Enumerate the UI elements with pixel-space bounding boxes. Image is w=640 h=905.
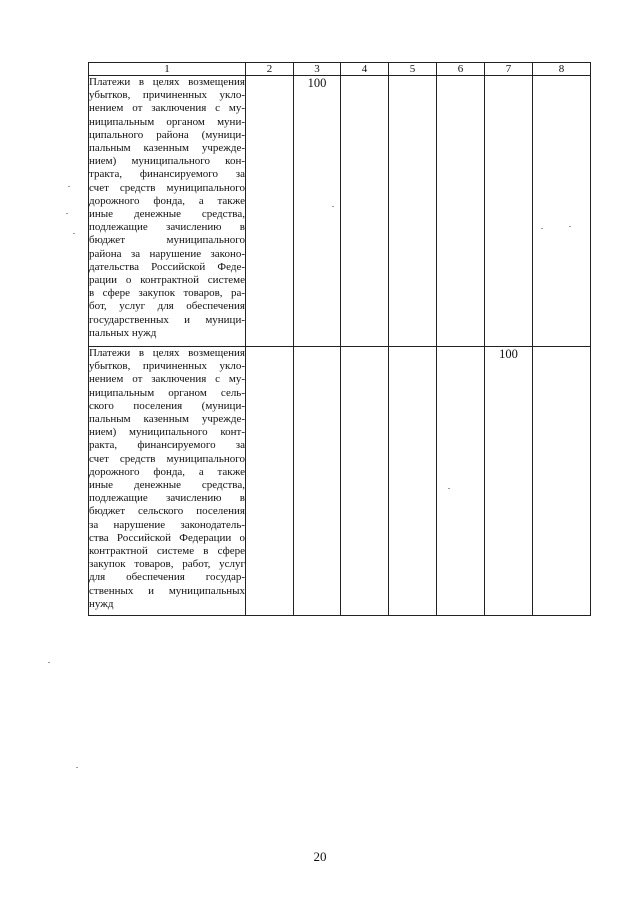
description-line: иные денежные средства, (89, 479, 245, 492)
value-cell (246, 347, 294, 616)
value-cell (389, 76, 437, 347)
column-header: 1 (89, 63, 246, 76)
description-line: пальным казенным учрежде- (89, 413, 245, 426)
description-line: бюджет муниципального (89, 234, 245, 247)
scan-speck (68, 186, 70, 187)
description-line: государственных и муници- (89, 313, 245, 326)
description-line: бот, услуг для обеспечения (89, 300, 245, 313)
value-cell (437, 76, 485, 347)
description-line: нием) муниципального конт- (89, 426, 245, 439)
description-line: тракта, финансируемого за (89, 168, 245, 181)
description-line: ниципальным органом сель- (89, 386, 245, 399)
table-header-row (89, 63, 591, 76)
description-line: иные денежные средства, (89, 208, 245, 221)
description-line: контрактной системе в сфере (89, 545, 245, 558)
description-line: ского поселения (муници- (89, 399, 245, 412)
description-line: за нарушение законодатель- (89, 518, 245, 531)
column-header: 7 (485, 63, 533, 76)
description-line: ственных и муниципальных (89, 584, 245, 597)
description-line: района за нарушение законо- (89, 247, 245, 260)
scan-speck (541, 228, 543, 229)
scan-speck (76, 767, 78, 768)
scan-speck (73, 233, 75, 234)
scan-speck (332, 206, 334, 207)
revenue-table (88, 62, 591, 616)
row-description (89, 347, 246, 616)
description-line: нужд (89, 597, 114, 610)
value-cell (437, 347, 485, 616)
value-cell (389, 347, 437, 616)
description-line: ципального района (муници- (89, 128, 245, 141)
value-cell (485, 76, 533, 347)
description-line: дательства Российской Феде- (89, 260, 245, 273)
page-number: 20 (313, 849, 327, 864)
description-line: в сфере закупок товаров, ра- (89, 287, 245, 300)
column-header: 3 (294, 63, 341, 76)
description-line: рации о контрактной системе (89, 274, 245, 287)
value-cell (294, 347, 341, 616)
scan-speck (448, 488, 450, 489)
scan-speck (66, 213, 68, 214)
value-cell: 100 (485, 347, 533, 616)
description-line: ниципальным органом муни- (89, 115, 245, 128)
description-line: дорожного фонда, а также (89, 465, 245, 478)
description-line: ракта, финансируемого за (89, 439, 245, 452)
description-line: Платежи в целях возмещения (89, 76, 245, 88)
value-cell (341, 347, 389, 616)
column-header: 6 (437, 63, 485, 76)
scan-speck (569, 226, 571, 227)
value-cell (533, 76, 591, 347)
scan-speck (48, 662, 50, 663)
table-row (89, 347, 591, 616)
description-line: убытков, причиненных укло- (89, 89, 245, 102)
description-line: счет средств муниципального (89, 452, 245, 465)
description-line: закупок товаров, работ, услуг (89, 558, 245, 571)
description-line: убытков, причиненных укло- (89, 360, 245, 373)
description-line: бюджет сельского поселения (89, 505, 245, 518)
column-header: 2 (246, 63, 294, 76)
description-line: для обеспечения государ- (89, 571, 245, 584)
column-header: 4 (341, 63, 389, 76)
value-cell (246, 76, 294, 347)
description-line: подлежащие зачислению в (89, 221, 245, 234)
description-line: нением от заключения с му- (89, 373, 245, 386)
description-line: нением от заключения с му- (89, 102, 245, 115)
description-line: дорожного фонда, а также (89, 194, 245, 207)
column-header: 8 (533, 63, 591, 76)
value-cell (533, 347, 591, 616)
description-line: нием) муниципального кон- (89, 155, 245, 168)
table-row (89, 76, 591, 347)
value-cell (341, 76, 389, 347)
value-cell: 100 (294, 76, 341, 347)
description-line: счет средств муниципального (89, 181, 245, 194)
description-line: Платежи в целях возмещения (89, 347, 245, 359)
description-line: подлежащие зачислению в (89, 492, 245, 505)
row-description (89, 76, 246, 347)
column-header: 5 (389, 63, 437, 76)
description-line: пальных нужд (89, 326, 157, 339)
description-line: ства Российской Федерации о (89, 531, 245, 544)
description-line: пальным казенным учрежде- (89, 142, 245, 155)
